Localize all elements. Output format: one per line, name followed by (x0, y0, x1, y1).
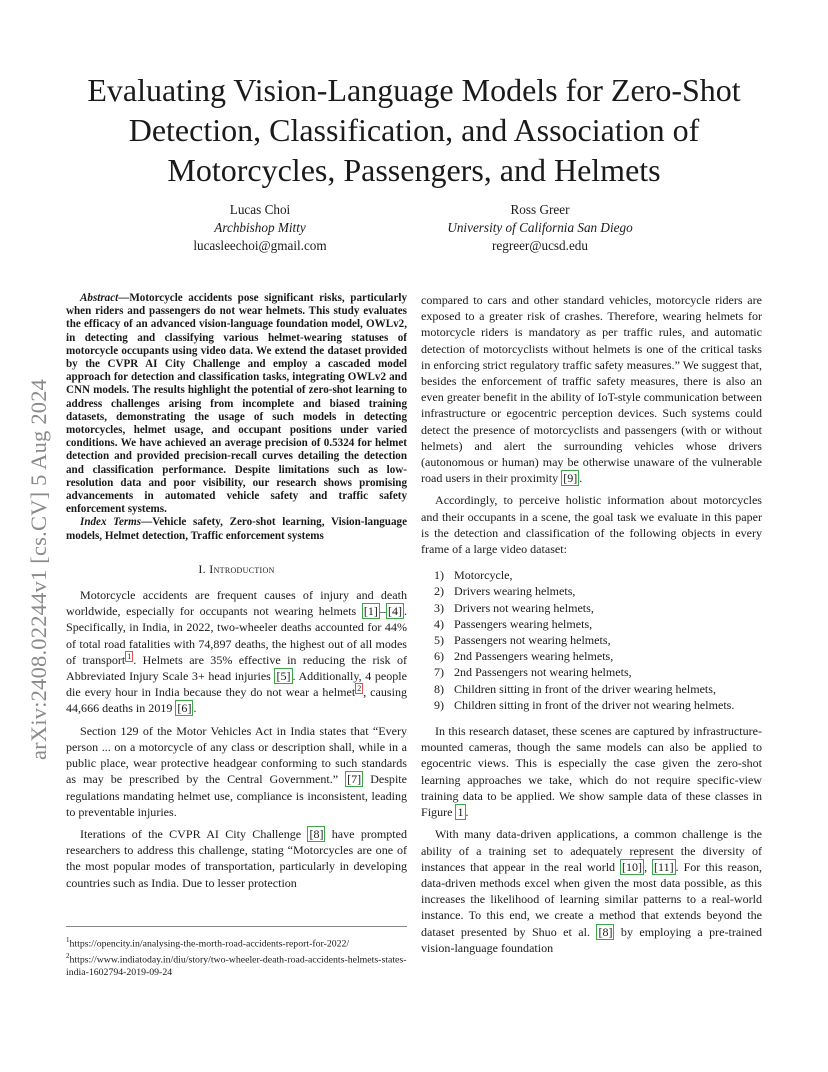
list-item (421, 648, 762, 664)
list-item (421, 567, 762, 583)
section-number: I. (198, 561, 206, 576)
intro-paragraph-4 (421, 292, 762, 486)
text-run: . Specifically, in India, in 2022, two-wheeler deaths accounted for 44% of total road fatalities with 74,897 deaths, the highest out of all modes of transport (66, 604, 407, 667)
text-run: Section 129 of the Motor Vehicles Act in India states that “Every person ... on a motorcycle of any class or description shall, while in a public place, wear protective headgear conforming to such standards as may be prescribed by the Central Government.” (66, 723, 407, 787)
text-run: have prompted researchers to address this challenge, stating “Motorcycles are one of the most popular modes of transportation, particularly in developing countries such as India. Due to lesser protection (66, 826, 407, 890)
list-number: 3) (434, 600, 445, 615)
author-block-1 (160, 201, 360, 255)
list-item (421, 632, 762, 648)
abstract-label: Abstract (80, 292, 119, 304)
text-run: – (379, 604, 386, 619)
text-run: . For this reason, data-driven methods excel when given the most data possible, as this increases the likelihood of learning similar patterns to a real-world instance. To this end, we create a method that extends beyond the dataset presented by Shuo et al. (421, 859, 762, 939)
figure-link[interactable]: 1 (457, 805, 464, 820)
list-number: 9) (434, 697, 445, 712)
footnote-url[interactable]: https://opencity.in/analysing-the-morth-road-accidents-report-for-2022/ (69, 938, 350, 950)
text-run: by employing a pre-trained vision-language foundation (421, 924, 762, 955)
citation-link[interactable]: [4] (387, 604, 402, 619)
section-heading (66, 561, 407, 577)
abstract-text: —Motorcycle accidents pose significant risks, particularly when riders and passengers do not wear helmets. This study evaluates the efficacy of an advanced vision-language foundation model, OWLv2, in detecting and classifying various helmet-wearing statuses of motorcycle occupants using video data. We extend the dataset provided by the CVPR AI City Challenge and employ a cascaded model approach for detection and classification tasks, integrating OWLv2 and CNN models. The results highlight the potential of zero-shot learning to address challenges arising from incomplete and biased training datasets, demonstrating the usage of such models in detecting motorcycles, helmet usage, and occupant positions under varied conditions. We have achieved an average precision of 0.5324 for helmet detection and provided precision-recall curves detailing the detection and classification performance. Despite limitations such as low-resolution data and poor visibility, our research shows promising advancements in automated vehicle safety and traffic safety enforcement systems. (66, 292, 407, 516)
text-run: Motorcycle accidents are frequent causes of injury and death worldwide, especially for occupants not wearing helmets (66, 588, 407, 619)
text-run: In this research dataset, these scenes are captured by infrastructure-mounted cameras, though the same models can also be applied to egocentric views. This is especially the case given the zero-shot learning approaches we take, which do not require specific-view training data to be applied. We show sample data of these classes in Figure (421, 724, 762, 820)
list-number: 8) (434, 681, 445, 696)
text-run: . Additionally, 4 people die every hour in India because they do not wear a helmet (66, 669, 407, 700)
intro-paragraph-1 (66, 587, 407, 717)
citation-link[interactable]: [10] (622, 859, 643, 874)
citation-link[interactable]: [8] (309, 826, 324, 841)
list-number: 7) (434, 665, 445, 680)
footnote-link[interactable]: 2 (357, 684, 362, 694)
list-number: 4) (434, 616, 445, 631)
intro-paragraph-6 (421, 723, 762, 820)
author-block-2 (430, 201, 650, 255)
list-text: Children sitting in front of the driver not wearing helmets. (454, 697, 735, 712)
footnote-number: 2 (66, 952, 70, 961)
list-number: 6) (434, 649, 445, 664)
text-run: , (644, 859, 653, 874)
abstract (66, 292, 407, 516)
footnote-1 (66, 934, 407, 950)
footnote-number: 1 (66, 936, 70, 944)
text-run: . Helmets are 35% effective in reducing the risk of Abbreviated Injury Scale 3+ head injuries (66, 652, 407, 684)
class-list (421, 567, 762, 713)
arxiv-identifier-text: arXiv:2408.02244v1 [cs.CV] 5 Aug 2024 (26, 378, 51, 760)
citation-link[interactable]: [8] (598, 924, 613, 939)
text-run: . (193, 701, 197, 716)
list-text: Motorcycle, (454, 568, 513, 583)
citation-link[interactable]: [1] (363, 604, 378, 619)
index-terms-text: —Vehicle safety, Zero-shot learning, Vision-language models, Helmet detection, Traffic enforcement systems (66, 516, 407, 542)
intro-paragraph-7 (421, 826, 762, 956)
left-column (66, 292, 407, 891)
citation-link[interactable]: [11] (654, 859, 674, 874)
author-email: regreer@ucsd.edu (492, 238, 588, 253)
list-text: Drivers not wearing helmets, (454, 600, 594, 615)
intro-paragraph-2 (66, 723, 407, 820)
footnote-link[interactable]: 1 (127, 651, 132, 661)
list-number: 2) (434, 584, 445, 599)
author-name: Lucas Choi (229, 202, 291, 217)
list-number: 1) (434, 568, 445, 583)
author-name: Ross Greer (510, 202, 570, 217)
text-run: Despite regulations mandating helmet use, compliance is inconsistent, leading to preventable injuries. (66, 772, 407, 819)
text-run: . (465, 805, 469, 820)
citation-link[interactable]: [5] (276, 669, 291, 684)
list-item (421, 664, 762, 680)
list-text: Passengers not wearing helmets, (454, 633, 611, 648)
citation-link[interactable]: [6] (177, 701, 192, 716)
list-item (421, 600, 762, 616)
arxiv-identifier (20, 290, 58, 760)
list-item (421, 583, 762, 599)
list-text: Children sitting in front of the driver wearing helmets, (454, 681, 716, 696)
section-title: Introduction (209, 561, 275, 576)
paper-title: Evaluating Vision-Language Models for Zero-Shot Detection, Classification, and Association of Motorcycles, Passengers, and Helmets (87, 72, 741, 188)
list-item (421, 681, 762, 697)
index-terms (66, 516, 407, 542)
footnote-2 (66, 950, 407, 978)
author-affiliation: University of California San Diego (447, 220, 633, 235)
right-column (421, 292, 762, 956)
text-run: With many data-driven applications, a common challenge is the ability of a training set to adequately represent the diversity of instances that appear in the real world (421, 827, 762, 874)
list-text: 2nd Passengers not wearing helmets, (454, 665, 632, 680)
list-number: 5) (434, 633, 445, 648)
text-run: compared to cars and other standard vehicles, motorcycle riders are exposed to a greater risk of crashes. Therefore, wearing helmets for motorcycle riders is mandatory as per traffic rules, and automatic detection of motorcyclists without helmets is one of the critical tasks in enforcing strict regulatory traffic safety measures.” We suggest that, besides the enforcement of traffic safety measures, there is also an even greater benefit in the ability of IoT-style communication between infrastructure or egocentric perception devices. Such systems could detect the presence of motorcyclists and passengers (with or without helmets) and alert the surrounding vehicles whose drivers (autonomous or human) may be otherwise unaware of the vulnerable road users in their proximity (421, 293, 762, 486)
index-terms-label: Index Terms (80, 516, 142, 529)
intro-paragraph-3 (66, 826, 407, 891)
citation-link[interactable]: [7] (347, 772, 362, 787)
footnotes (66, 926, 407, 979)
list-item (421, 697, 762, 713)
list-item (421, 616, 762, 632)
text-run: , causing 44,666 deaths in 2019 (66, 685, 407, 716)
footnote-url[interactable]: https://www.indiatoday.in/diu/story/two-wheeler-death-road-accidents-helmets-states-india-1602794-2019-09-24 (66, 954, 407, 978)
list-text: 2nd Passengers wearing helmets, (454, 649, 614, 664)
citation-link[interactable]: [9] (563, 471, 578, 486)
author-email: lucasleechoi@gmail.com (193, 238, 327, 253)
intro-paragraph-5: Accordingly, to perceive holistic information about motorcycles and their occupants in a scene, the goal task we evaluate in this paper is the detection and classification of the following objects in every frame of a large video dataset: (421, 493, 762, 557)
text-run: Iterations of the CVPR AI City Challenge (80, 826, 308, 841)
list-text: Passengers wearing helmets, (454, 616, 593, 631)
list-text: Drivers wearing helmets, (454, 584, 576, 599)
text-run: . (579, 471, 583, 486)
author-affiliation: Archbishop Mitty (214, 220, 306, 235)
